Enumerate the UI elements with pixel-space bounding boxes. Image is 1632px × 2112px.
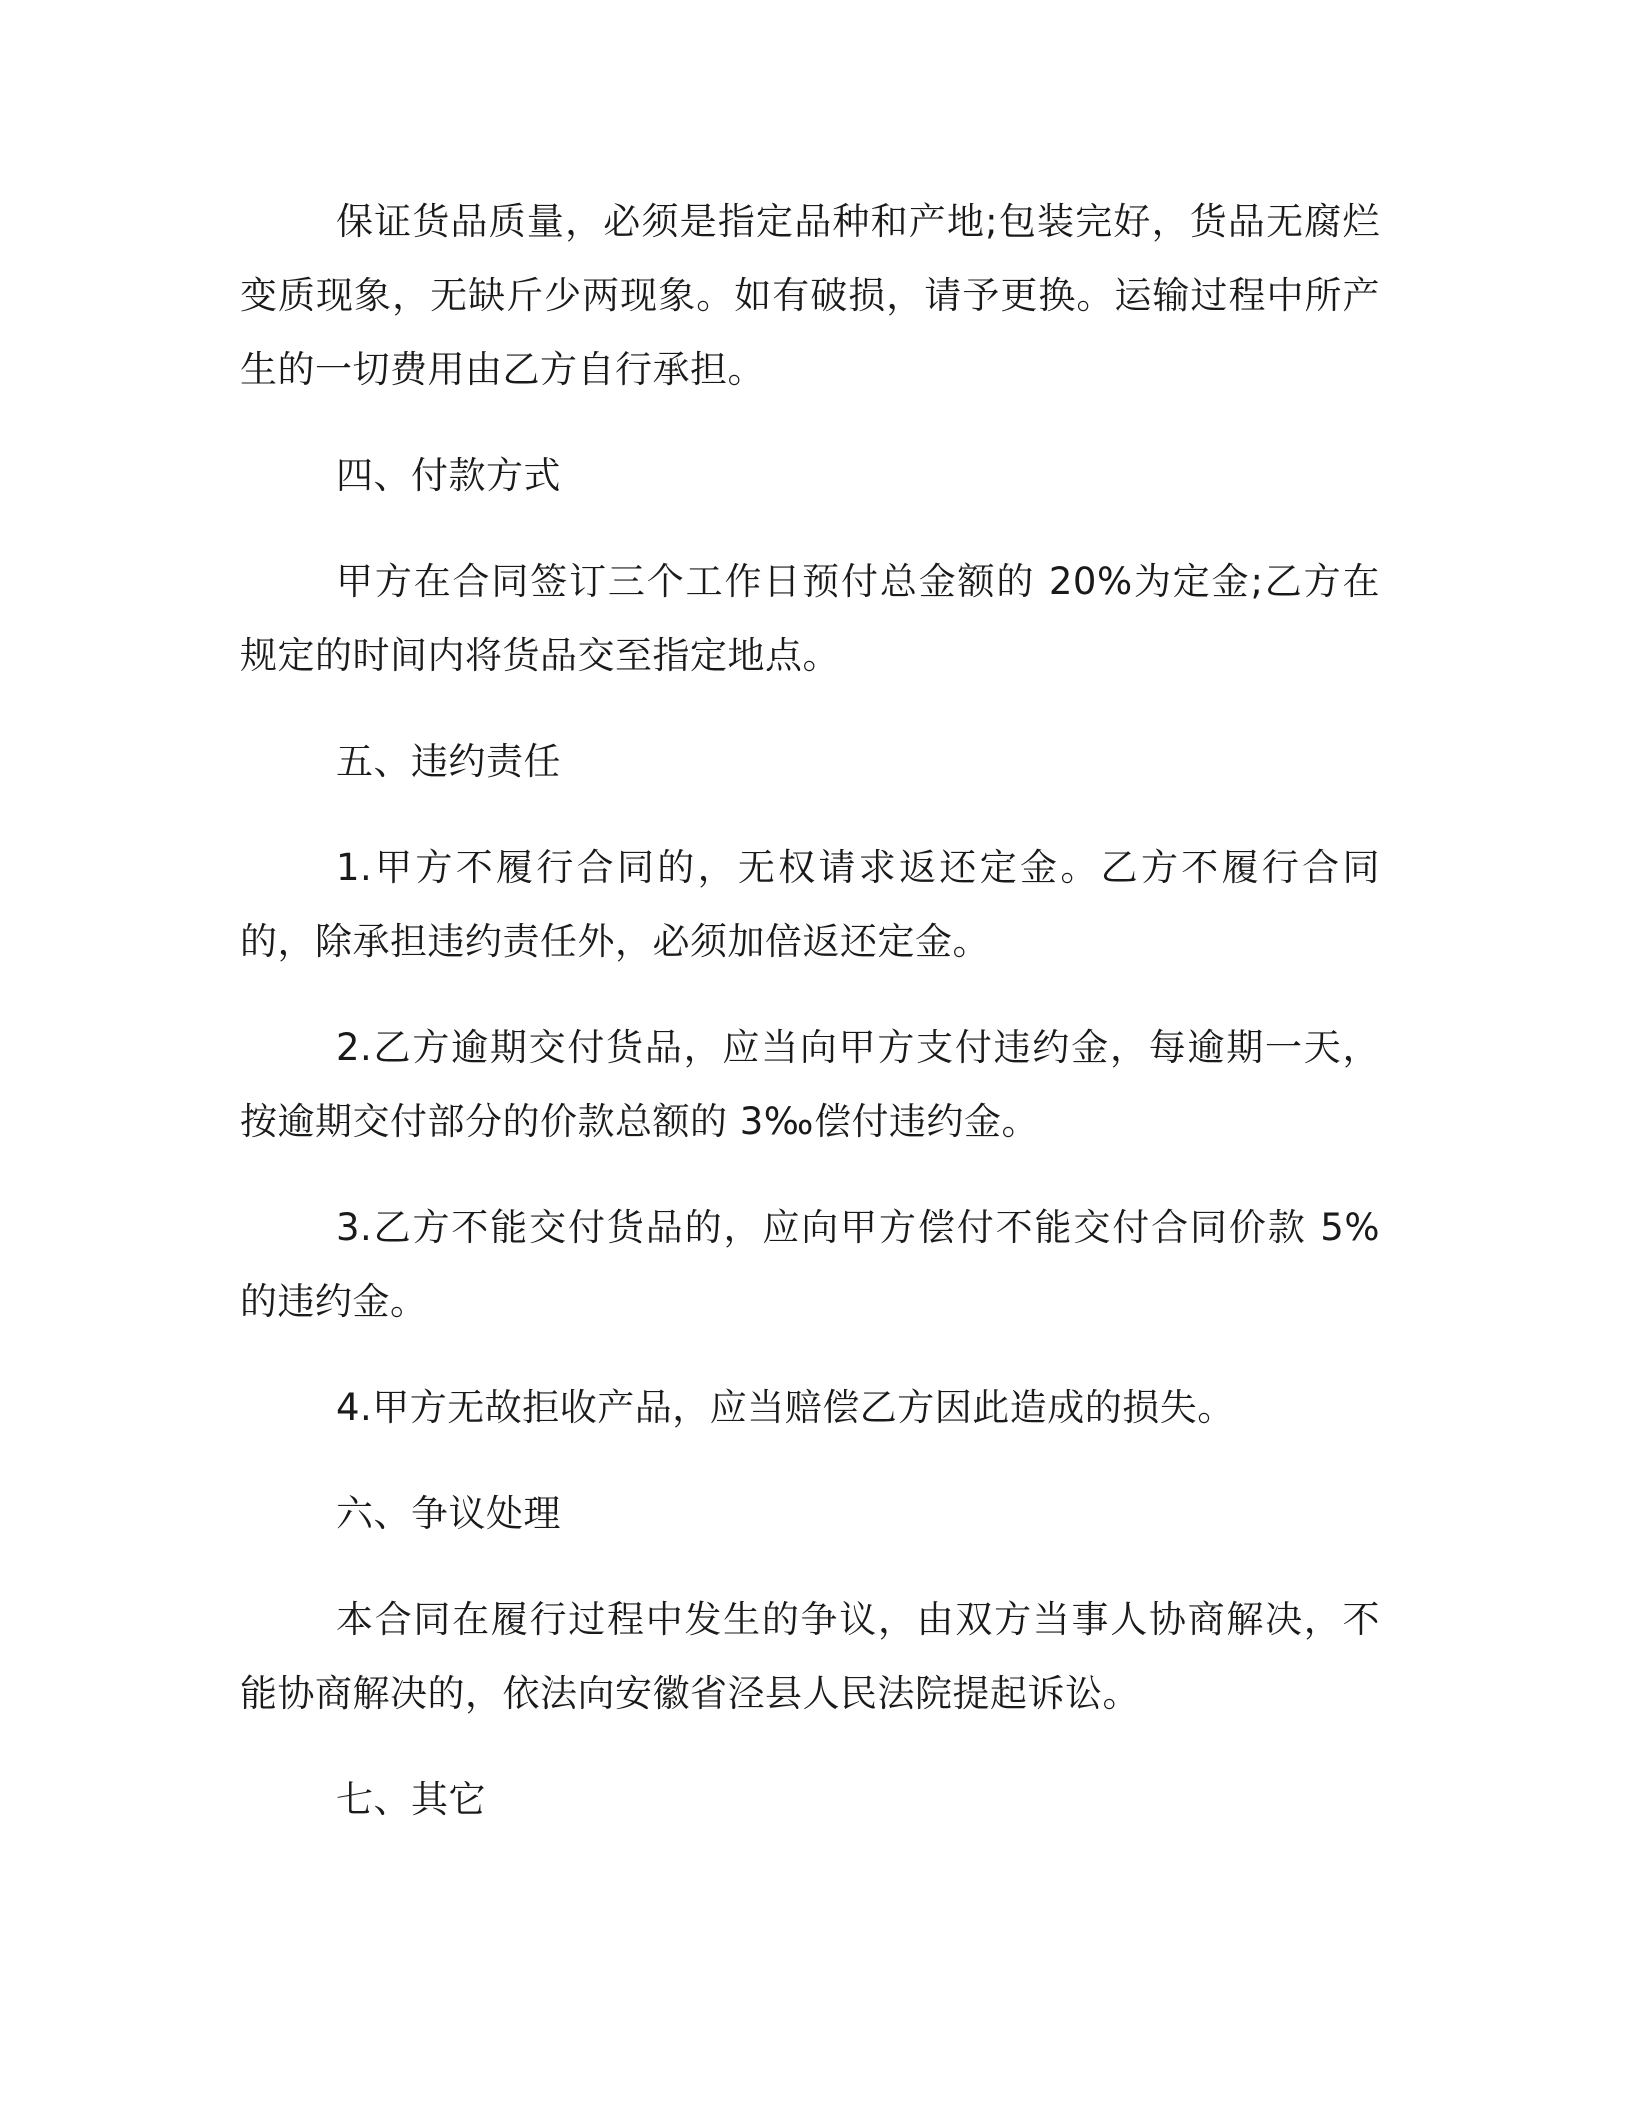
heading-payment-method: 四、付款方式 — [336, 454, 561, 497]
paragraph-breach-2: 2.乙方逾期交付货品，应当向甲方支付违约金，每逾期一天，按逾期交付部分的价款总额的 3‰偿付违约金。 — [240, 1026, 1380, 1143]
paragraph-breach-1: 1.甲方不履行合同的，无权请求返还定金。乙方不履行合同的，除承担违约责任外，必须加倍返还定金。 — [240, 846, 1380, 963]
heading-breach-liability: 五、违约责任 — [336, 740, 561, 783]
paragraph-breach-3: 3.乙方不能交付货品的，应向甲方偿付不能交付合同价款 5%的违约金。 — [240, 1206, 1380, 1323]
paragraph-quality: 保证货品质量，必须是指定品种和产地;包装完好，货品无腐烂变质现象，无缺斤少两现象。如有破损，请予更换。运输过程中所产生的一切费用由乙方自行承担。 — [240, 200, 1380, 391]
heading-other: 七、其它 — [336, 1778, 486, 1821]
document-body — [240, 185, 1380, 1869]
paragraph-breach-4: 4.甲方无故拒收产品，应当赔偿乙方因此造成的损失。 — [336, 1386, 1235, 1429]
paragraph-dispute: 本合同在履行过程中发生的争议，由双方当事人协商解决，不能协商解决的，依法向安徽省泾县人民法院提起诉讼。 — [240, 1598, 1380, 1715]
paragraph-payment: 甲方在合同签订三个工作日预付总金额的 20%为定金;乙方在规定的时间内将货品交至指定地点。 — [240, 560, 1380, 677]
heading-dispute: 六、争议处理 — [336, 1492, 561, 1535]
